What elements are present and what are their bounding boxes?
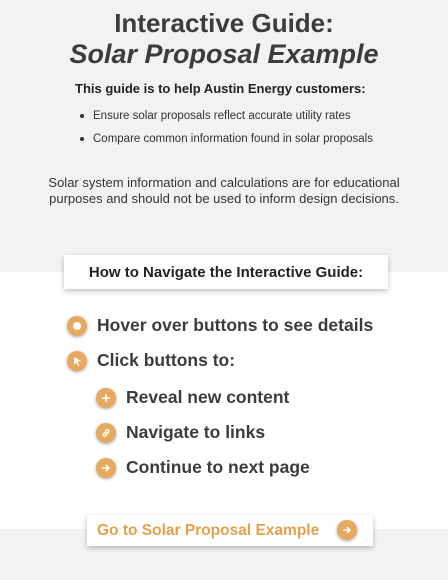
- action-label: Continue to next page: [126, 457, 310, 477]
- navigation-heading-box: [64, 255, 388, 289]
- click-instruction: [67, 350, 235, 371]
- action-label: Reveal new content: [126, 387, 290, 407]
- action-label: Navigate to links: [126, 422, 266, 442]
- bullet-dot-icon: [80, 137, 84, 141]
- go-to-example-button[interactable]: [87, 515, 373, 546]
- hover-instruction: [67, 315, 373, 336]
- click-instruction-text: Click buttons to:: [97, 350, 236, 370]
- action-item-navigate: [96, 422, 265, 443]
- link-icon[interactable]: [96, 423, 116, 443]
- intro-bullet-text: Compare common information found in solar proposals: [93, 133, 373, 145]
- action-item-continue: [96, 457, 310, 478]
- hover-icon[interactable]: [67, 316, 87, 336]
- intro-bullet-text: Ensure solar proposals reflect accurate utility rates: [93, 110, 351, 122]
- hover-instruction-text: Hover over buttons to see details: [97, 315, 374, 335]
- page-title: Interactive Guide:: [114, 8, 334, 38]
- intro-lead: This guide is to help Austin Energy customers:: [75, 81, 366, 96]
- intro-bullet: [80, 128, 373, 151]
- arrow-right-icon: [337, 520, 357, 540]
- intro-bullet-list: [80, 105, 373, 151]
- cursor-icon: [67, 351, 87, 371]
- plus-icon[interactable]: [96, 388, 116, 408]
- action-item-reveal: [96, 387, 289, 408]
- intro-bullet: [80, 105, 373, 128]
- bullet-dot-icon: [80, 114, 84, 118]
- disclaimer-text: Solar system information and calculations are for educational purposes and should not be used to inform design decisions.: [48, 175, 400, 206]
- navigation-heading: How to Navigate the Interactive Guide:: [88, 263, 364, 281]
- page-subtitle: Solar Proposal Example: [69, 39, 379, 69]
- go-to-example-label: Go to Solar Proposal Example: [97, 521, 320, 539]
- arrow-right-icon[interactable]: [96, 458, 116, 478]
